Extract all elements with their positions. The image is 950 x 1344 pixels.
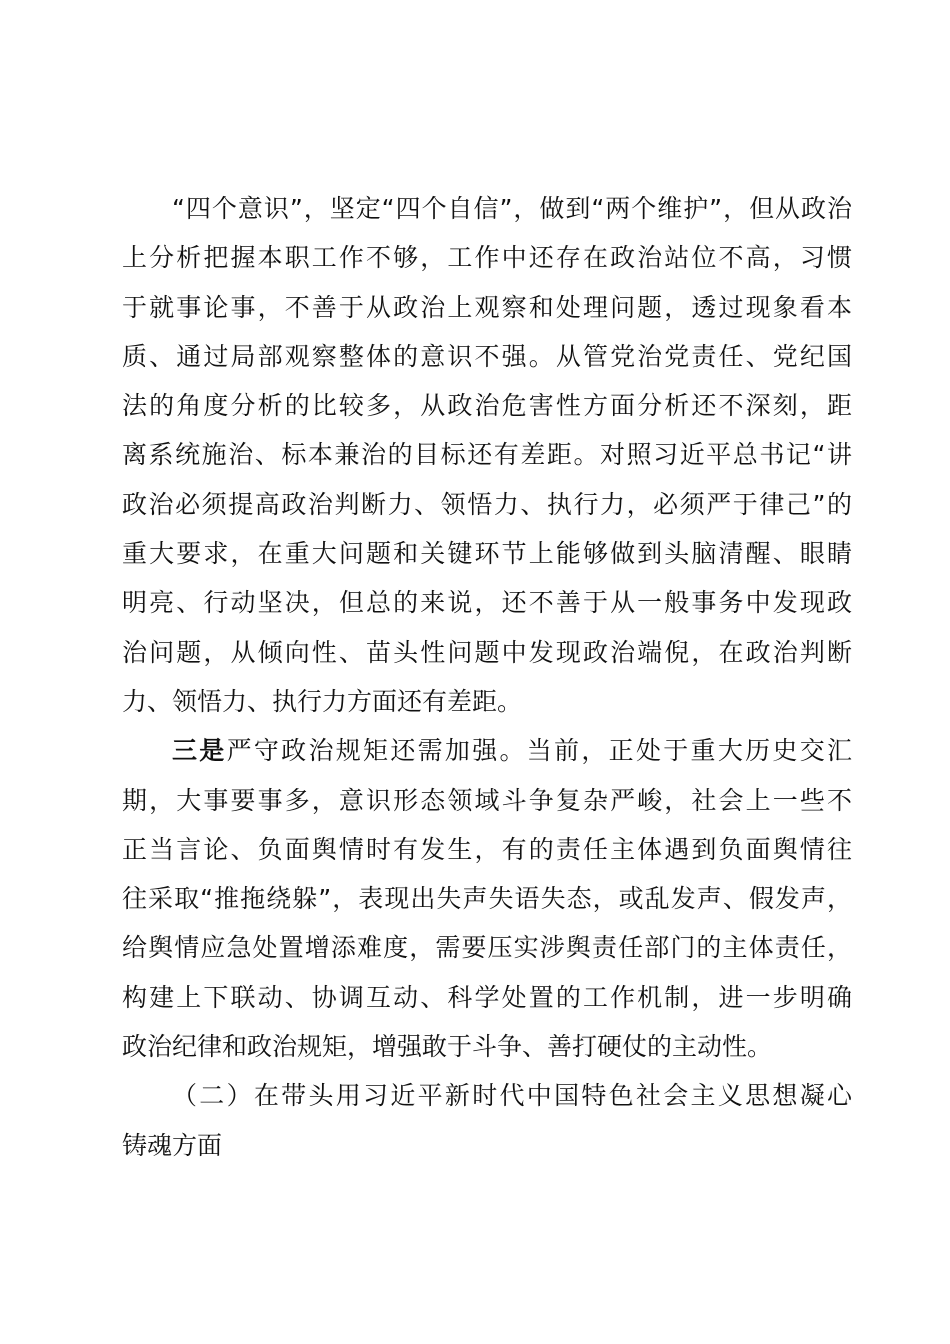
text-line: 离系统施治、标本兼治的目标还有差距。对照习近平总书记“讲 [122, 440, 852, 470]
text-line [122, 726, 852, 775]
text-line: 质、通过局部观察整体的意识不强。从管党治党责任、党纪国 [122, 341, 852, 371]
text-line: 法的角度分析的比较多，从政治危害性方面分析还不深刻，距 [122, 391, 852, 421]
text-line: 于就事论事，不善于从政治上观察和处理问题，透过现象看本 [122, 292, 852, 322]
section-heading-line: 铸魂方面 [122, 1130, 223, 1160]
paragraph-lead: 三是 [172, 736, 227, 766]
section-heading [122, 1071, 852, 1170]
text-line: 构建上下联动、协调互动、科学处置的工作机制，进一步明确 [122, 982, 852, 1012]
text-line: 力、领悟力、执行力方面还有差距。 [122, 686, 523, 716]
text-line: 治问题，从倾向性、苗头性问题中发现政治端倪，在政治判断 [122, 637, 852, 667]
text-line: “四个意识”，坚定“四个自信”，做到“两个维护”，但从政治 [172, 194, 852, 223]
text-line: 正当言论、负面舆情时有发生，有的责任主体遇到负面舆情往 [122, 834, 852, 864]
text-line: 期，大事要事多，意识形态领域斗争复杂严峻，社会上一些不 [122, 785, 852, 815]
text-line: 上分析把握本职工作不够，工作中还存在政治站位不高，习惯 [122, 243, 852, 273]
text-line: 给舆情应急处置增添难度，需要压实涉舆责任部门的主体责任， [122, 933, 852, 963]
text-line: 政治必须提高政治判断力、领悟力、执行力，必须严于律己”的 [122, 489, 852, 519]
text-line: 政治纪律和政治规矩，增强敢于斗争、善打硬仗的主动性。 [122, 1032, 773, 1062]
text-line: 重大要求，在重大问题和关键环节上能够做到头脑清醒、眼睛 [122, 539, 852, 569]
section-heading-line: （二）在带头用习近平新时代中国特色社会主义思想凝心 [172, 1081, 852, 1111]
text-line-rest: 严守政治规矩还需加强。当前，正处于重大历史交汇 [226, 736, 852, 766]
paragraph-political-judgment [122, 184, 852, 726]
document-body [122, 184, 852, 1170]
paragraph-political-rules [122, 726, 852, 1071]
text-line: 明亮、行动坚决，但总的来说，还不善于从一般事务中发现政 [122, 588, 852, 618]
text-line: 往采取“推拖绕躲”，表现出失声失语失态，或乱发声、假发声， [122, 884, 852, 914]
